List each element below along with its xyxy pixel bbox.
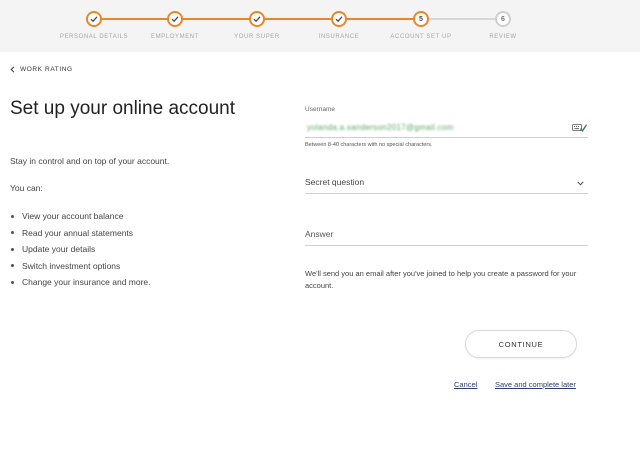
answer-input[interactable]: [305, 224, 588, 244]
list-item: Read your annual statements: [10, 225, 151, 242]
step-insurance-indicator: [331, 11, 347, 27]
list-item: Change your insurance and more.: [10, 274, 151, 291]
step-label-review: REVIEW: [489, 34, 517, 40]
step-number: 5: [419, 15, 423, 23]
step-your-super-indicator: [249, 11, 265, 27]
check-icon: [90, 15, 98, 23]
username-value: yolanda.a.sanderson2017@gmail.com: [307, 123, 454, 132]
bullet-icon: [11, 248, 14, 251]
answer-field[interactable]: [305, 224, 588, 246]
chevron-down-icon: [577, 181, 584, 186]
username-hint: Between 8-40 characters with no special characters.: [305, 142, 433, 148]
check-icon: [253, 15, 261, 23]
step-employment-indicator: [167, 11, 183, 27]
page-title: Set up your online account: [10, 98, 235, 119]
benefits-list: [10, 208, 151, 291]
step-label-personal-details: PERSONAL DETAILS: [59, 34, 129, 40]
username-input[interactable]: [305, 120, 588, 138]
step-label-your-super: YOUR SUPER: [234, 34, 280, 40]
chevron-left-icon: [10, 66, 15, 73]
email-notice: We'll send you an email after you've joined to help you create a password for your account.: [305, 269, 577, 290]
step-number: 6: [501, 15, 505, 23]
secret-question-placeholder: Secret question: [305, 177, 365, 187]
back-link-label: WORK RATING: [20, 66, 73, 73]
progress-stepper: [0, 0, 640, 52]
step-label-insurance: INSURANCE: [318, 34, 360, 40]
list-item: Update your details: [10, 241, 151, 258]
list-item: View your account balance: [10, 208, 151, 225]
secret-question-select[interactable]: [305, 170, 588, 194]
continue-button[interactable]: CONTINUE: [465, 330, 577, 358]
step-personal-details-indicator: [86, 11, 102, 27]
back-link[interactable]: [10, 66, 73, 73]
bullet-icon: [11, 264, 14, 267]
step-label-account-set-up: ACCOUNT SET UP: [390, 34, 452, 40]
username-field[interactable]: [305, 106, 588, 138]
step-label-employment: EMPLOYMENT: [150, 34, 199, 40]
check-icon: [171, 15, 179, 23]
list-item: Switch investment options: [10, 258, 151, 275]
bullet-icon: [11, 231, 14, 234]
step-review-indicator: [495, 11, 511, 27]
username-label: Username: [305, 106, 335, 113]
progress-track-remaining: [421, 18, 503, 20]
bullet-icon: [11, 215, 14, 218]
save-and-complete-later-link[interactable]: Save and complete later: [495, 380, 576, 389]
intro-text: Stay in control and on top of your account.: [10, 156, 170, 166]
bullet-icon: [11, 281, 14, 284]
check-icon: [335, 15, 343, 23]
you-can-text: You can:: [10, 183, 43, 193]
keyboard-check-icon: [572, 123, 587, 133]
step-account-set-up-indicator: [413, 11, 429, 27]
cancel-link[interactable]: Cancel: [454, 380, 478, 389]
